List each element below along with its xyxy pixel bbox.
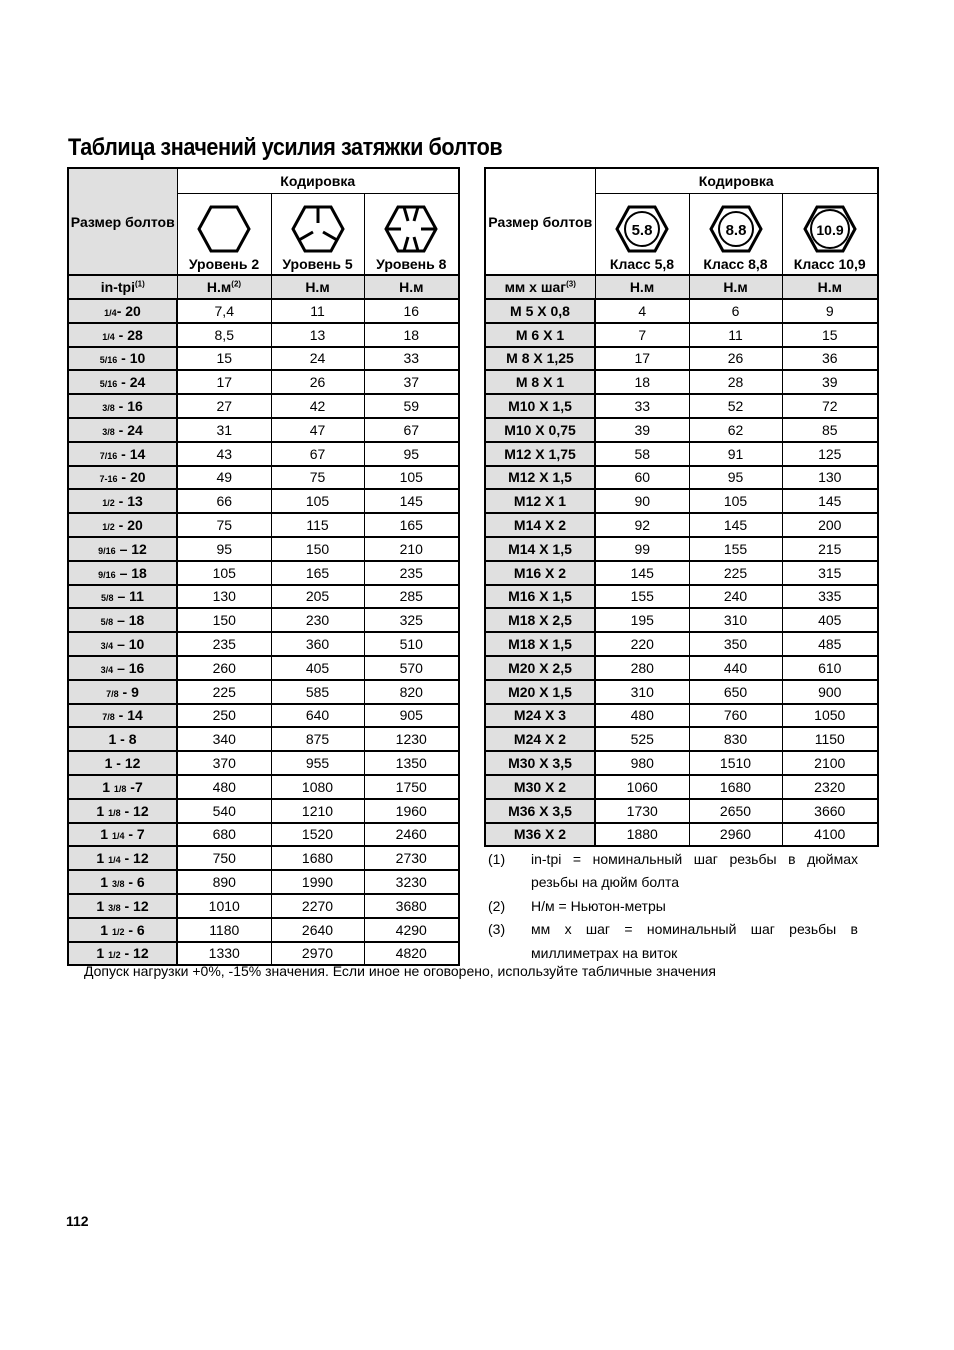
torque-value: 37 bbox=[364, 370, 459, 394]
torque-value: 1990 bbox=[271, 870, 364, 894]
table-row bbox=[68, 656, 459, 680]
bolt-size: 1 1/8 - 12 bbox=[68, 799, 177, 823]
torque-value: 4820 bbox=[364, 942, 459, 966]
torque-value: 2460 bbox=[364, 823, 459, 847]
torque-value: 640 bbox=[271, 704, 364, 728]
table-row bbox=[485, 751, 878, 775]
table-row bbox=[68, 608, 459, 632]
torque-value: 130 bbox=[177, 585, 271, 609]
class-5-8-mark: 5.8 bbox=[631, 222, 653, 239]
bolt-size: 1/2 - 20 bbox=[68, 513, 177, 537]
table-row bbox=[68, 751, 459, 775]
bolt-size: M14 X 1,5 bbox=[485, 537, 595, 561]
torque-value: 1050 bbox=[782, 704, 878, 728]
torque-value: 8,5 bbox=[177, 323, 271, 347]
coding-header: Кодировка bbox=[177, 168, 459, 194]
torque-value: 340 bbox=[177, 727, 271, 751]
torque-value: 405 bbox=[782, 608, 878, 632]
bolt-size: 7-16 - 20 bbox=[68, 466, 177, 490]
torque-value: 39 bbox=[595, 418, 689, 442]
table-row bbox=[485, 347, 878, 371]
torque-value: 1520 bbox=[271, 823, 364, 847]
bolt-size: M16 X 2 bbox=[485, 561, 595, 585]
torque-value: 24 bbox=[271, 347, 364, 371]
torque-value: 905 bbox=[364, 704, 459, 728]
torque-value: 145 bbox=[595, 561, 689, 585]
table-row bbox=[485, 394, 878, 418]
grade-2-label: Уровень 2 bbox=[188, 256, 260, 272]
bolt-size: 5/16 - 24 bbox=[68, 370, 177, 394]
torque-value: 820 bbox=[364, 680, 459, 704]
torque-value: 165 bbox=[271, 561, 364, 585]
table-row bbox=[68, 585, 459, 609]
grade-2-cell bbox=[177, 194, 271, 276]
torque-value: 3680 bbox=[364, 894, 459, 918]
bolt-size: 1 - 12 bbox=[68, 751, 177, 775]
torque-value: 18 bbox=[364, 323, 459, 347]
table-row bbox=[485, 727, 878, 751]
torque-value: 36 bbox=[782, 347, 878, 371]
table-row bbox=[485, 775, 878, 799]
table-row bbox=[68, 466, 459, 490]
torque-value: 195 bbox=[595, 608, 689, 632]
table-row bbox=[68, 537, 459, 561]
class-10-9-cell bbox=[782, 194, 878, 276]
class-10-9-hex-icon bbox=[803, 204, 857, 254]
torque-value: 240 bbox=[689, 585, 782, 609]
torque-value: 1180 bbox=[177, 918, 271, 942]
torque-value: 890 bbox=[177, 870, 271, 894]
metric-torque-table bbox=[484, 167, 879, 847]
unit-col2: Н.м bbox=[271, 275, 364, 299]
torque-value: 1510 bbox=[689, 751, 782, 775]
torque-value: 280 bbox=[595, 656, 689, 680]
torque-value: 67 bbox=[364, 418, 459, 442]
torque-value: 92 bbox=[595, 513, 689, 537]
torque-value: 1150 bbox=[782, 727, 878, 751]
torque-value: 115 bbox=[271, 513, 364, 537]
torque-value: 325 bbox=[364, 608, 459, 632]
bolt-size: M18 X 1,5 bbox=[485, 632, 595, 656]
bolt-size: M12 X 1 bbox=[485, 489, 595, 513]
bolt-size: 1 1/4 - 12 bbox=[68, 846, 177, 870]
torque-value: 2320 bbox=[782, 775, 878, 799]
bolt-size: M20 X 2,5 bbox=[485, 656, 595, 680]
torque-value: 2640 bbox=[271, 918, 364, 942]
torque-value: 1680 bbox=[689, 775, 782, 799]
class-5-8-hex-icon bbox=[615, 204, 669, 254]
torque-value: 205 bbox=[271, 585, 364, 609]
unit-col3: Н.м bbox=[364, 275, 459, 299]
torque-value: 220 bbox=[595, 632, 689, 656]
torque-value: 90 bbox=[595, 489, 689, 513]
torque-value: 955 bbox=[271, 751, 364, 775]
torque-value: 59 bbox=[364, 394, 459, 418]
grade-5-label: Уровень 5 bbox=[282, 256, 353, 272]
torque-value: 1080 bbox=[271, 775, 364, 799]
bolt-size: 1 1/2 - 6 bbox=[68, 918, 177, 942]
torque-value: 18 bbox=[595, 370, 689, 394]
torque-value: 7 bbox=[595, 323, 689, 347]
torque-value: 3660 bbox=[782, 799, 878, 823]
torque-value: 67 bbox=[271, 442, 364, 466]
unit-col3: Н.м bbox=[782, 275, 878, 299]
torque-value: 155 bbox=[689, 537, 782, 561]
torque-value: 75 bbox=[177, 513, 271, 537]
table-row bbox=[485, 632, 878, 656]
torque-value: 28 bbox=[689, 370, 782, 394]
grade-2-hex-icon bbox=[197, 204, 251, 254]
torque-value: 16 bbox=[364, 299, 459, 323]
bolt-size: 3/8 - 24 bbox=[68, 418, 177, 442]
torque-value: 11 bbox=[271, 299, 364, 323]
torque-value: 360 bbox=[271, 632, 364, 656]
torque-value: 1210 bbox=[271, 799, 364, 823]
torque-value: 31 bbox=[177, 418, 271, 442]
bolt-size: 1 3/8 - 6 bbox=[68, 870, 177, 894]
torque-value: 235 bbox=[177, 632, 271, 656]
bolt-size: 3/8 - 16 bbox=[68, 394, 177, 418]
unit-size: мм х шаг$^{(3)}$ bbox=[485, 275, 595, 299]
units-row bbox=[68, 275, 459, 299]
bolt-size: 1 1/8 -7 bbox=[68, 775, 177, 799]
torque-value: 750 bbox=[177, 846, 271, 870]
table-row bbox=[485, 442, 878, 466]
table-row bbox=[485, 656, 878, 680]
class-5-8-label: Класс 5,8 bbox=[609, 256, 675, 272]
grade-8-label: Уровень 8 bbox=[376, 256, 447, 272]
footnotes bbox=[488, 848, 858, 965]
table-row bbox=[68, 823, 459, 847]
table-row bbox=[485, 561, 878, 585]
torque-value: 310 bbox=[689, 608, 782, 632]
bolt-size: 1 - 8 bbox=[68, 727, 177, 751]
torque-value: 4100 bbox=[782, 823, 878, 847]
torque-value: 480 bbox=[595, 704, 689, 728]
bolt-size: 9/16 – 12 bbox=[68, 537, 177, 561]
torque-value: 49 bbox=[177, 466, 271, 490]
torque-value: 350 bbox=[689, 632, 782, 656]
torque-value: 760 bbox=[689, 704, 782, 728]
torque-value: 335 bbox=[782, 585, 878, 609]
bolt-size: M20 X 1,5 bbox=[485, 680, 595, 704]
torque-value: 875 bbox=[271, 727, 364, 751]
bolt-size: 7/16 - 14 bbox=[68, 442, 177, 466]
unit-col1: Н.м bbox=[595, 275, 689, 299]
torque-value: 405 bbox=[271, 656, 364, 680]
torque-value: 1960 bbox=[364, 799, 459, 823]
torque-value: 33 bbox=[364, 347, 459, 371]
torque-value: 680 bbox=[177, 823, 271, 847]
torque-value: 440 bbox=[689, 656, 782, 680]
torque-value: 15 bbox=[177, 347, 271, 371]
table-row bbox=[485, 299, 878, 323]
torque-value: 235 bbox=[364, 561, 459, 585]
bolt-size: 1/4- 20 bbox=[68, 299, 177, 323]
torque-value: 2730 bbox=[364, 846, 459, 870]
table-row bbox=[68, 799, 459, 823]
torque-value: 250 bbox=[177, 704, 271, 728]
torque-value: 26 bbox=[271, 370, 364, 394]
table-row bbox=[68, 632, 459, 656]
torque-value: 215 bbox=[782, 537, 878, 561]
bolt-size: M 6 X 1 bbox=[485, 323, 595, 347]
torque-value: 980 bbox=[595, 751, 689, 775]
coding-header: Кодировка bbox=[595, 168, 878, 194]
class-5-8-cell bbox=[595, 194, 689, 276]
table-row bbox=[68, 370, 459, 394]
torque-value: 105 bbox=[364, 466, 459, 490]
units-row bbox=[485, 275, 878, 299]
torque-value: 2970 bbox=[271, 942, 364, 966]
torque-value: 510 bbox=[364, 632, 459, 656]
table-row bbox=[68, 442, 459, 466]
table-row bbox=[68, 918, 459, 942]
torque-value: 145 bbox=[364, 489, 459, 513]
torque-value: 225 bbox=[689, 561, 782, 585]
bolt-size: 5/8 – 18 bbox=[68, 608, 177, 632]
bolt-size: M12 X 1,75 bbox=[485, 442, 595, 466]
torque-value: 2100 bbox=[782, 751, 878, 775]
torque-value: 315 bbox=[782, 561, 878, 585]
torque-value: 155 bbox=[595, 585, 689, 609]
table-row bbox=[485, 823, 878, 847]
table-row bbox=[485, 608, 878, 632]
torque-value: 900 bbox=[782, 680, 878, 704]
torque-value: 2650 bbox=[689, 799, 782, 823]
class-8-8-mark: 8.8 bbox=[725, 222, 746, 239]
torque-value: 72 bbox=[782, 394, 878, 418]
torque-value: 7,4 bbox=[177, 299, 271, 323]
table-row bbox=[68, 680, 459, 704]
torque-value: 1330 bbox=[177, 942, 271, 966]
torque-value: 11 bbox=[689, 323, 782, 347]
bolt-size: M18 X 2,5 bbox=[485, 608, 595, 632]
torque-value: 62 bbox=[689, 418, 782, 442]
torque-value: 570 bbox=[364, 656, 459, 680]
table-row bbox=[485, 585, 878, 609]
torque-value: 310 bbox=[595, 680, 689, 704]
table-row bbox=[68, 561, 459, 585]
torque-value: 9 bbox=[782, 299, 878, 323]
unit-col1: $Н.м^{(2)}$ bbox=[177, 275, 271, 299]
table-row bbox=[68, 704, 459, 728]
bolt-size: 1/4 - 28 bbox=[68, 323, 177, 347]
torque-value: 91 bbox=[689, 442, 782, 466]
page-title: Таблица значений усилия затяжки болтов bbox=[68, 134, 503, 161]
class-10-9-label: Класс 10,9 bbox=[793, 256, 866, 272]
torque-value: 95 bbox=[689, 466, 782, 490]
bolt-size: M14 X 2 bbox=[485, 513, 595, 537]
torque-value: 66 bbox=[177, 489, 271, 513]
table-row bbox=[485, 370, 878, 394]
class-8-8-label: Класс 8,8 bbox=[703, 256, 768, 272]
torque-value: 260 bbox=[177, 656, 271, 680]
unit-size: in-tpi$^{(1)}$ bbox=[68, 275, 177, 299]
torque-value: 47 bbox=[271, 418, 364, 442]
torque-value: 105 bbox=[177, 561, 271, 585]
torque-value: 830 bbox=[689, 727, 782, 751]
torque-value: 610 bbox=[782, 656, 878, 680]
torque-value: 4 bbox=[595, 299, 689, 323]
footnote: (3) мм х шаг = номинальный шаг резьбы в миллиметрах на виток bbox=[488, 921, 858, 961]
bolt-size: 5/16 - 10 bbox=[68, 347, 177, 371]
torque-value: 150 bbox=[177, 608, 271, 632]
table-row bbox=[68, 727, 459, 751]
torque-value: 95 bbox=[177, 537, 271, 561]
table-row bbox=[485, 418, 878, 442]
torque-value: 525 bbox=[595, 727, 689, 751]
torque-value: 145 bbox=[689, 513, 782, 537]
torque-value: 58 bbox=[595, 442, 689, 466]
class-8-8-cell bbox=[689, 194, 782, 276]
size-header: Размер болтов bbox=[68, 168, 177, 275]
table-row bbox=[485, 704, 878, 728]
torque-value: 1010 bbox=[177, 894, 271, 918]
torque-value: 480 bbox=[177, 775, 271, 799]
torque-value: 13 bbox=[271, 323, 364, 347]
bolt-size: M36 X 3,5 bbox=[485, 799, 595, 823]
torque-value: 210 bbox=[364, 537, 459, 561]
page-number: 112 bbox=[66, 1213, 89, 1229]
table-row bbox=[68, 894, 459, 918]
bolt-size: 1 1/2 - 12 bbox=[68, 942, 177, 966]
bolt-size: 3/4 – 10 bbox=[68, 632, 177, 656]
bolt-size: 7/8 - 14 bbox=[68, 704, 177, 728]
torque-value: 200 bbox=[782, 513, 878, 537]
bolt-size: M10 X 1,5 bbox=[485, 394, 595, 418]
bolt-size: M 8 X 1 bbox=[485, 370, 595, 394]
torque-value: 26 bbox=[689, 347, 782, 371]
torque-value: 4290 bbox=[364, 918, 459, 942]
table-row bbox=[68, 347, 459, 371]
bolt-size: 7/8 - 9 bbox=[68, 680, 177, 704]
bolt-size: 1 3/8 - 12 bbox=[68, 894, 177, 918]
torque-value: 43 bbox=[177, 442, 271, 466]
torque-value: 52 bbox=[689, 394, 782, 418]
class-10-9-mark: 10.9 bbox=[816, 222, 844, 238]
bolt-size: M 5 X 0,8 bbox=[485, 299, 595, 323]
table-row bbox=[68, 489, 459, 513]
torque-value: 6 bbox=[689, 299, 782, 323]
torque-value: 99 bbox=[595, 537, 689, 561]
torque-value: 1880 bbox=[595, 823, 689, 847]
torque-value: 1060 bbox=[595, 775, 689, 799]
table-row bbox=[485, 466, 878, 490]
bolt-size: M24 X 3 bbox=[485, 704, 595, 728]
torque-value: 2270 bbox=[271, 894, 364, 918]
torque-value: 150 bbox=[271, 537, 364, 561]
torque-value: 370 bbox=[177, 751, 271, 775]
bolt-size: M10 X 0,75 bbox=[485, 418, 595, 442]
torque-value: 85 bbox=[782, 418, 878, 442]
torque-value: 1350 bbox=[364, 751, 459, 775]
torque-value: 39 bbox=[782, 370, 878, 394]
bolt-size: M30 X 3,5 bbox=[485, 751, 595, 775]
table-row bbox=[485, 489, 878, 513]
table-row bbox=[68, 942, 459, 966]
torque-value: 1230 bbox=[364, 727, 459, 751]
class-8-8-hex-icon bbox=[709, 204, 763, 254]
torque-value: 105 bbox=[271, 489, 364, 513]
bolt-size: M30 X 2 bbox=[485, 775, 595, 799]
bolt-size: 5/8 – 11 bbox=[68, 585, 177, 609]
torque-value: 33 bbox=[595, 394, 689, 418]
torque-value: 145 bbox=[782, 489, 878, 513]
footnote: (2) Н/м = Ньютон-метры bbox=[488, 897, 666, 914]
table-row bbox=[485, 513, 878, 537]
torque-value: 105 bbox=[689, 489, 782, 513]
torque-value: 17 bbox=[595, 347, 689, 371]
torque-value: 165 bbox=[364, 513, 459, 537]
size-header: Размер болтов bbox=[485, 168, 595, 275]
table-row bbox=[68, 775, 459, 799]
table-row bbox=[68, 870, 459, 894]
bolt-size: 9/16 – 18 bbox=[68, 561, 177, 585]
unit-col2: Н.м bbox=[689, 275, 782, 299]
grade-8-hex-icon bbox=[384, 204, 438, 254]
torque-value: 285 bbox=[364, 585, 459, 609]
torque-value: 540 bbox=[177, 799, 271, 823]
table-row bbox=[68, 513, 459, 537]
table-row bbox=[68, 299, 459, 323]
table-row bbox=[68, 418, 459, 442]
grade-5-hex-icon bbox=[291, 204, 345, 254]
bolt-size: M16 X 1,5 bbox=[485, 585, 595, 609]
torque-value: 75 bbox=[271, 466, 364, 490]
table-row bbox=[485, 680, 878, 704]
bolt-size: 1 1/4 - 7 bbox=[68, 823, 177, 847]
bolt-size: M36 X 2 bbox=[485, 823, 595, 847]
bolt-size: 3/4 – 16 bbox=[68, 656, 177, 680]
bolt-size: M 8 X 1,25 bbox=[485, 347, 595, 371]
torque-value: 650 bbox=[689, 680, 782, 704]
torque-value: 225 bbox=[177, 680, 271, 704]
table-row bbox=[68, 846, 459, 870]
bolt-size: 1/2 - 13 bbox=[68, 489, 177, 513]
torque-value: 130 bbox=[782, 466, 878, 490]
torque-value: 1730 bbox=[595, 799, 689, 823]
imperial-torque-table bbox=[67, 167, 460, 966]
table-row bbox=[485, 323, 878, 347]
torque-value: 2960 bbox=[689, 823, 782, 847]
table-row bbox=[68, 323, 459, 347]
table-row bbox=[485, 799, 878, 823]
torque-value: 1750 bbox=[364, 775, 459, 799]
footnote: (1) in-tpi = номинальный шаг резьбы в дюймах резьбы на дюйм болта bbox=[488, 851, 858, 891]
torque-value: 1680 bbox=[271, 846, 364, 870]
torque-value: 3230 bbox=[364, 870, 459, 894]
tolerance-note: Допуск нагрузки +0%, -15% значения. Если иное не оговорено, используйте табличные значения bbox=[84, 963, 716, 979]
torque-value: 230 bbox=[271, 608, 364, 632]
torque-value: 95 bbox=[364, 442, 459, 466]
torque-value: 125 bbox=[782, 442, 878, 466]
table-row bbox=[485, 537, 878, 561]
grade-5-cell bbox=[271, 194, 364, 276]
torque-value: 17 bbox=[177, 370, 271, 394]
table-row bbox=[68, 394, 459, 418]
bolt-size: M24 X 2 bbox=[485, 727, 595, 751]
bolt-size: M12 X 1,5 bbox=[485, 466, 595, 490]
torque-value: 15 bbox=[782, 323, 878, 347]
torque-value: 485 bbox=[782, 632, 878, 656]
torque-value: 60 bbox=[595, 466, 689, 490]
grade-8-cell bbox=[364, 194, 459, 276]
torque-value: 27 bbox=[177, 394, 271, 418]
torque-value: 585 bbox=[271, 680, 364, 704]
torque-value: 42 bbox=[271, 394, 364, 418]
